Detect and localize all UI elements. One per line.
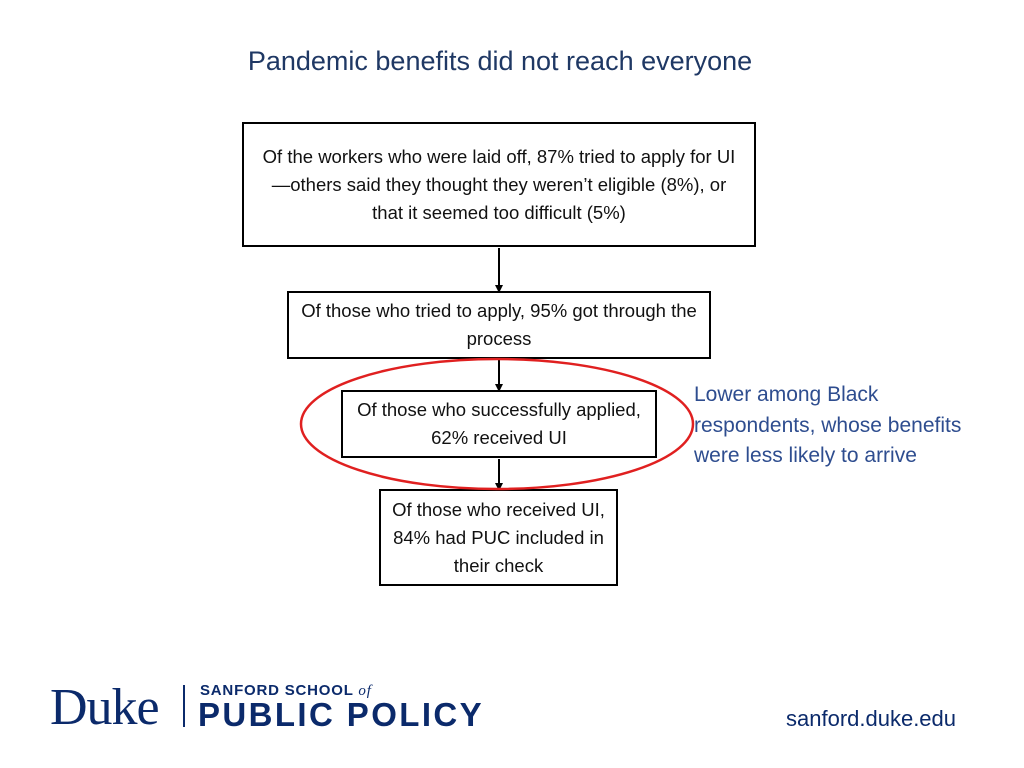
highlight-ellipse [301,359,693,489]
slide-title: Pandemic benefits did not reach everyone [247,46,753,76]
flow-step-tried-apply: Of those who tried to apply, 95% got through the process [287,291,711,359]
flow-step-laid-off: Of the workers who were laid off, 87% tried to apply for UI—others said they thought they weren’t eligible (8%), or that it seemed too difficult (5%) [242,122,756,247]
footer-url: sanford.duke.edu [786,706,957,731]
logo-divider [183,685,185,727]
school-name-line1: SANFORD SCHOOL of [200,682,372,699]
flow-step-successfully-applied: Of those who successfully applied, 62% received UI [341,390,657,458]
annotation-note: Lower among Black respondents, whose benefits were less likely to arrive [694,383,962,467]
school-name-line2: PUBLIC POLICY [198,696,485,733]
flow-step-received-ui: Of those who received UI, 84% had PUC included in their check [379,489,618,586]
duke-wordmark: Duke [50,679,159,736]
